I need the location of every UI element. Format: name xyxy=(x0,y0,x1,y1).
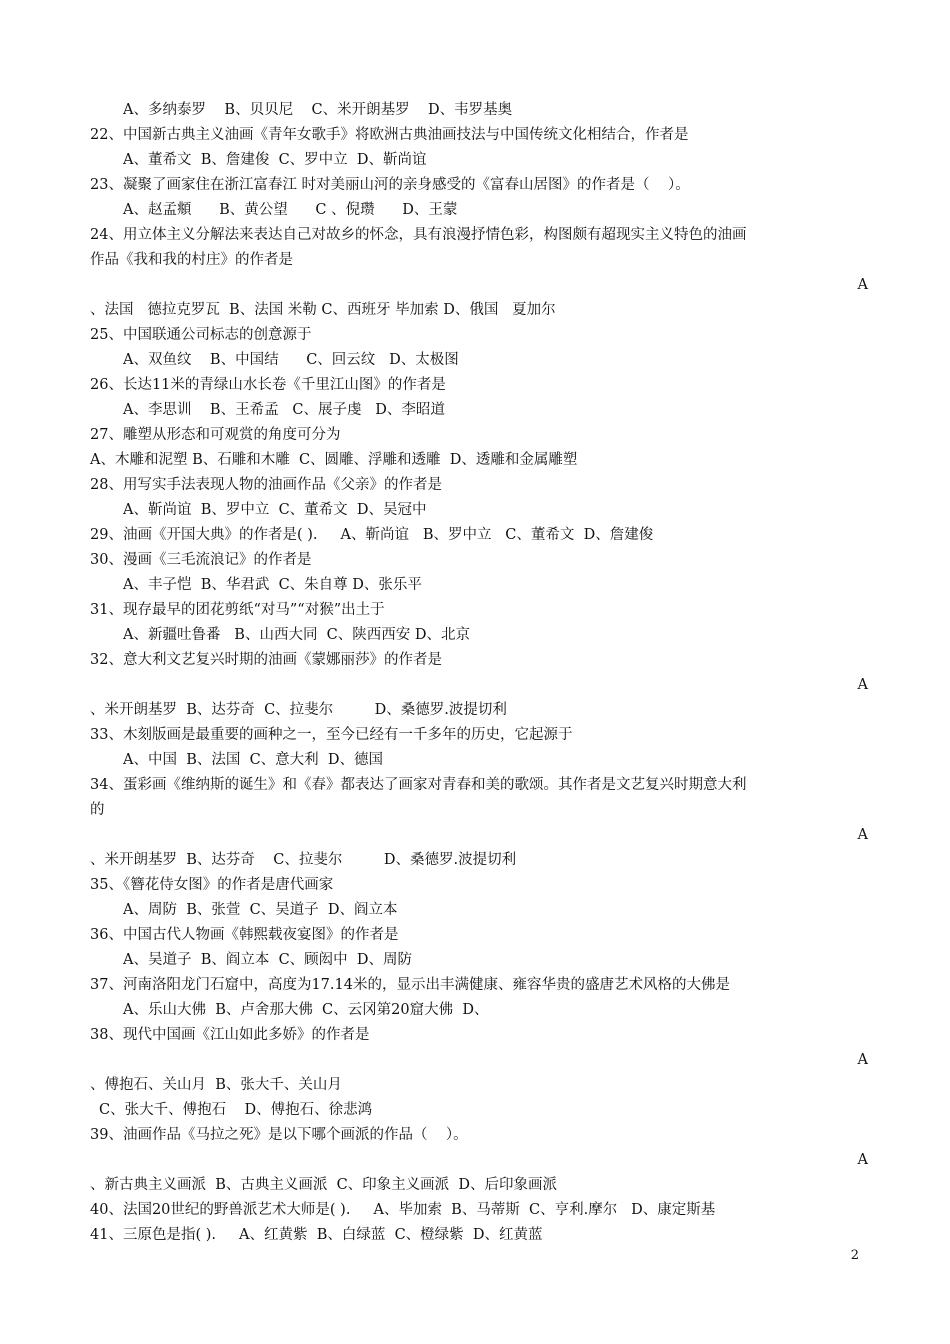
question-29: 29、油画《开国大典》的作者是( ). A、靳尚谊 B、罗中立 C、董希文 D、詹建俊 xyxy=(90,527,654,543)
text-line: 、傅抱石、关山月 B、张大千、关山月 xyxy=(90,1077,342,1093)
text-line: A、赵孟頫 B、黄公望 C 、倪瓒 D、王蒙 xyxy=(123,202,458,218)
text-line: A、多纳泰罗 B、贝贝尼 C、米开朗基罗 D、韦罗基奥 xyxy=(123,102,513,118)
text-line: 作品《我和我的村庄》的作者是 xyxy=(90,252,293,268)
text-line: A、董希文 B、詹建俊 C、罗中立 D、靳尚谊 xyxy=(123,152,427,168)
question-27: 27、雕塑从形态和可观赏的角度可分为 xyxy=(90,427,341,443)
question-28: 28、用写实手法表现人物的油画作品《父亲》的作者是 xyxy=(90,477,442,493)
question-24: 24、用立体主义分解法来表达自己对故乡的怀念，具有浪漫抒情色彩，构图颇有超现实主义特色的油画 xyxy=(90,227,747,243)
question-40: 40、法国20世纪的野兽派艺术大师是( ). A、毕加索 B、马蒂斯 C、亨利.摩尔 D、康定斯基 xyxy=(90,1202,716,1218)
question-25: 25、中国联通公司标志的创意源于 xyxy=(90,327,312,343)
question-34: 34、蛋彩画《维纳斯的诞生》和《春》都表达了画家对青春和美的歌颂。其作者是文艺复兴时期意大利 xyxy=(90,777,747,793)
option-letter: A xyxy=(857,277,868,293)
text-line: 、米开朗基罗 B、达芬奇 C、拉斐尔 D、桑德罗.波提切利 xyxy=(90,702,507,718)
text-line: A、吴道子 B、阎立本 C、顾闳中 D、周防 xyxy=(123,952,413,968)
text-line: A、木雕和泥塑 B、石雕和木雕 C、圆雕、浮雕和透雕 D、透雕和金属雕塑 xyxy=(90,452,578,468)
option-letter: A xyxy=(857,827,868,843)
question-39: 39、油画作品《马拉之死》是以下哪个画派的作品（ ）。 xyxy=(90,1127,468,1143)
option-letter: A xyxy=(857,1052,868,1068)
question-31: 31、现存最早的团花剪纸“对马”“对猴”出土于 xyxy=(90,602,385,618)
question-26: 26、长达11米的青绿山水长卷《千里江山图》的作者是 xyxy=(90,377,446,393)
page-number: 2 xyxy=(850,1248,859,1263)
text-line: A、李思训 B、王希孟 C、展子虔 D、李昭道 xyxy=(123,402,445,418)
question-33: 33、木刻版画是最重要的画种之一，至今已经有一千多年的历史，它起源于 xyxy=(90,727,573,743)
text-line: A、乐山大佛 B、卢舍那大佛 C、云冈第20窟大佛 D、 xyxy=(123,1002,489,1018)
question-23: 23、凝聚了画家住在浙江富春江 时对美丽山河的亲身感受的《富春山居图》的作者是（ ）。 xyxy=(90,177,690,193)
text-line: 、法国 德拉克罗瓦 B、法国 米勒 C、西班牙 毕加索 D、俄国 夏加尔 xyxy=(90,302,556,318)
text-line: A、丰子恺 B、华君武 C、朱自尊 D、张乐平 xyxy=(123,577,422,593)
text-line: 的 xyxy=(90,802,105,818)
text-line: A、新疆吐鲁番 B、山西大同 C、陕西西安 D、北京 xyxy=(123,627,470,643)
text-line: 、米开朗基罗 B、达芬奇 C、拉斐尔 D、桑德罗.波提切利 xyxy=(90,852,517,868)
question-36: 36、中国古代人物画《韩熙载夜宴图》的作者是 xyxy=(90,927,399,943)
question-22: 22、中国新古典主义油画《青年女歌手》将欧洲古典油画技法与中国传统文化相结合，作者是 xyxy=(90,127,689,143)
text-line: A、靳尚谊 B、罗中立 C、董希文 D、吴冠中 xyxy=(123,502,427,518)
text-line: 、新古典主义画派 B、古典主义画派 C、印象主义画派 D、后印象画派 xyxy=(90,1177,558,1193)
question-41: 41、三原色是指( ). A、红黄紫 B、白绿蓝 C、橙绿紫 D、红黄蓝 xyxy=(90,1227,543,1243)
option-letter: A xyxy=(857,1152,868,1168)
question-37: 37、河南洛阳龙门石窟中，高度为17.14米的，显示出丰满健康、雍容华贵的盛唐艺术风格的大佛是 xyxy=(90,977,730,993)
text-line: A、周防 B、张萱 C、吴道子 D、阎立本 xyxy=(123,902,398,918)
question-35: 35、《簪花侍女图》的作者是唐代画家 xyxy=(90,877,334,893)
text-line: C、张大千、傅抱石 D、傅抱石、徐悲鸿 xyxy=(99,1102,373,1118)
question-38: 38、现代中国画《江山如此多娇》的作者是 xyxy=(90,1027,370,1043)
question-32: 32、意大利文艺复兴时期的油画《蒙娜丽莎》的作者是 xyxy=(90,652,442,668)
question-30: 30、漫画《三毛流浪记》的作者是 xyxy=(90,552,312,568)
text-line: A、中国 B、法国 C、意大利 D、德国 xyxy=(123,752,384,768)
text-line: A、双鱼纹 B、中国结 C、回云纹 D、太极图 xyxy=(123,352,459,368)
option-letter: A xyxy=(857,677,868,693)
